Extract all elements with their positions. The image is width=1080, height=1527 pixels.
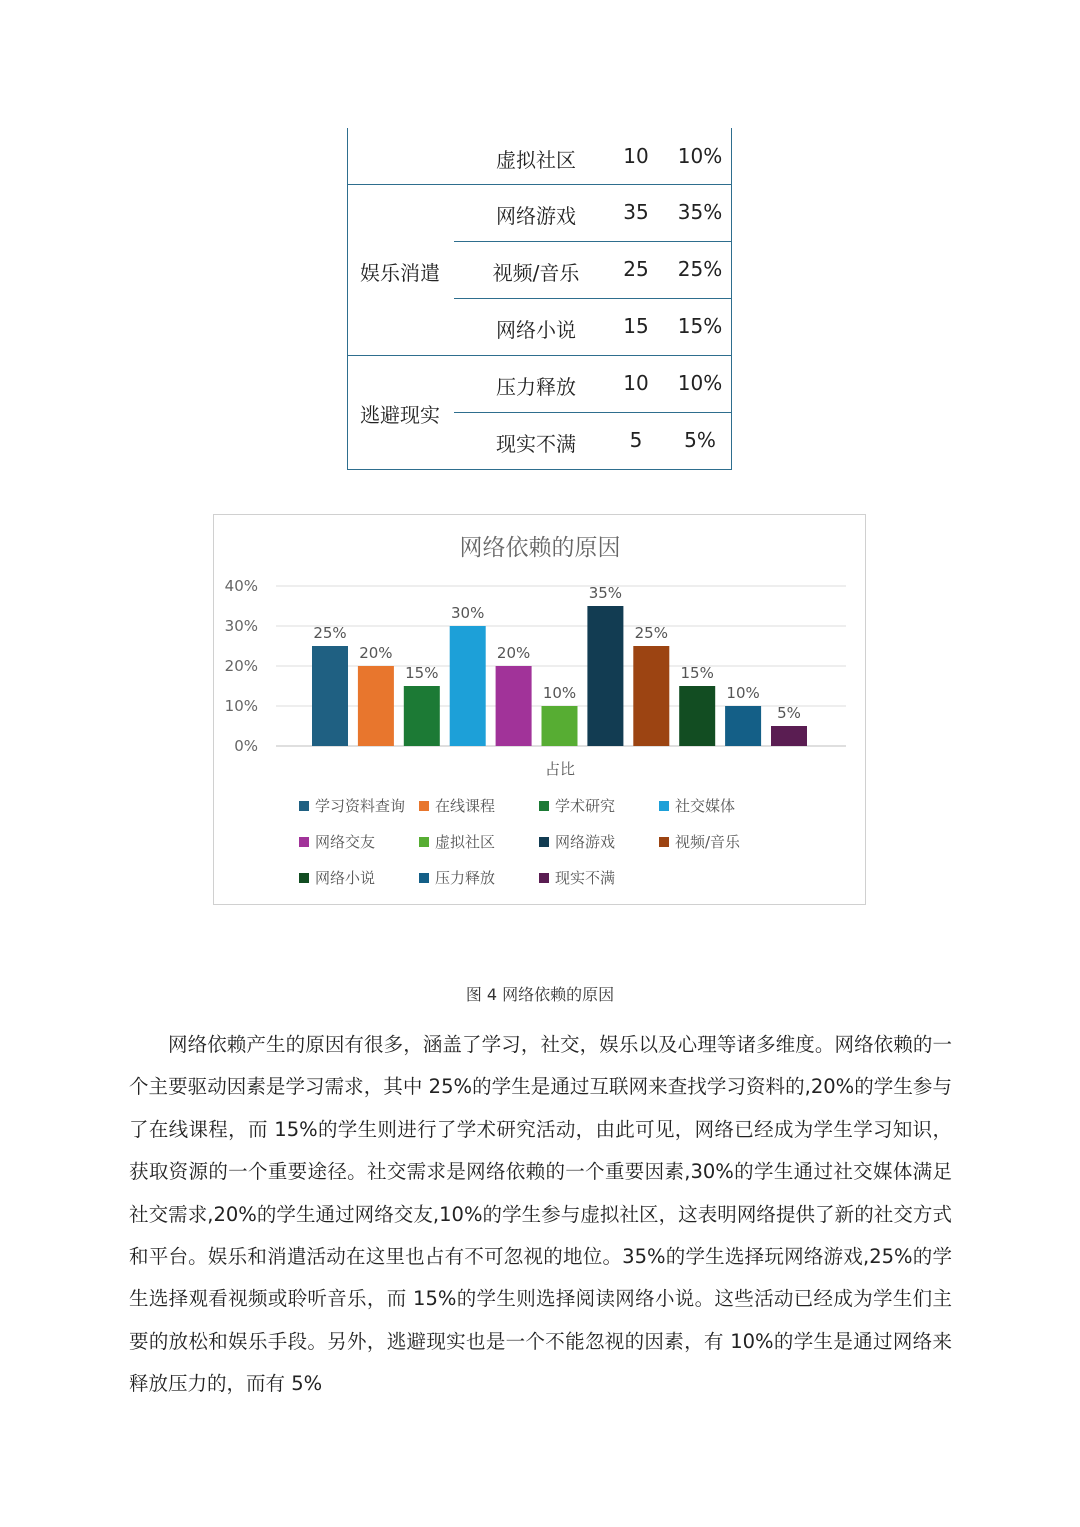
table-cell-percent: 10% [677,371,723,395]
legend-label: 压力释放 [435,869,496,887]
legend-swatch [299,873,309,883]
legend-item [299,867,375,888]
bar [587,606,623,746]
table-divider [347,355,732,356]
legend-label: 网络交友 [315,833,376,851]
data-label: 20% [496,644,531,662]
table-border-bottom [347,469,732,470]
legend-item [299,831,375,852]
y-tick-label: 40% [224,577,258,595]
body-paragraph: 网络依赖产生的原因有很多，涵盖了学习，社交，娱乐以及心理等诸多维度。网络依赖的一个主要驱动因素是学习需求，其中 25%的学生是通过互联网来查找学习资料的,20%的学生参与了在线课程，而 15%的学生则进行了学术研究活动，由此可见，网络已经成为学生学习知识，获取资源的一个重要途径。社交需求是网络依赖的一个重要因素,30%的学生通过社交媒体满足社交需求,20%的学生通过网络交友,10%的学生参与虚拟社区，这表明网络提供了新的社交方式和平台。娱乐和消遣活动在这里也占有不可忽视的地位。35%的学生选择玩网络游戏,25%的学生选择观看视频或聆听音乐，而 15%的学生则选择阅读网络小说。这些活动已经成为学生们主要的放松和娱乐手段。另外，逃避现实也是一个不能忽视的因素，有 10%的学生是通过网络来释放压力的，而有 5% [129,1033,952,1396]
legend-item [419,867,495,888]
table-cell-count: 5 [629,428,643,452]
table-cell-category: 逃避现实 [360,403,440,427]
legend-label: 视频/音乐 [675,833,741,851]
data-label: 10% [542,684,577,702]
table-cell-percent: 25% [677,257,723,281]
legend-swatch [299,801,309,811]
legend-swatch [419,801,429,811]
data-label: 15% [680,664,714,682]
legend-swatch [539,801,549,811]
data-label: 20% [359,644,393,662]
bar [679,686,715,746]
figure-caption: 图 4 网络依赖的原因 [465,985,615,1004]
table-cell-count: 35 [623,200,649,224]
y-tick-label: 20% [224,657,258,675]
table-cell-category: 娱乐消遣 [360,261,440,285]
legend-item [539,795,615,816]
table-divider [454,241,732,242]
legend-swatch [419,837,429,847]
legend-item [539,831,615,852]
legend-item [299,795,405,816]
legend-item [659,831,740,852]
bar [496,666,532,746]
legend-label: 网络游戏 [555,833,616,851]
legend-label: 在线课程 [435,797,496,815]
y-tick-label: 0% [234,737,258,755]
bar [542,706,578,746]
legend-item [539,867,615,888]
bar [450,626,486,746]
legend-label: 学习资料查询 [315,797,406,815]
y-tick-label: 30% [224,617,258,635]
table-cell-percent: 10% [677,144,723,168]
y-tick-label: 10% [224,697,258,715]
bar [404,686,440,746]
data-table [347,128,732,470]
chart-title: 网络依赖的原因 [459,535,621,561]
legend-item [659,795,735,816]
legend-swatch [659,837,669,847]
legend-item [419,831,495,852]
table-cell-count: 10 [623,371,649,395]
table-cell-percent: 5% [684,428,716,452]
data-label: 10% [726,684,760,702]
legend-label: 学术研究 [555,797,616,815]
legend-swatch [539,873,549,883]
data-label: 30% [451,604,485,622]
data-label: 5% [777,704,801,722]
data-label: 35% [588,584,623,602]
table-border-right [731,128,732,470]
legend-label: 网络小说 [315,869,376,887]
legend-label: 社交媒体 [675,797,736,815]
x-axis-label: 占比 [544,760,576,778]
table-divider [347,184,732,185]
legend-swatch [419,873,429,883]
bar [725,706,761,746]
legend-swatch [539,837,549,847]
data-label: 15% [405,664,439,682]
legend-swatch [299,837,309,847]
table-cell-count: 15 [623,314,649,338]
table-cell-item: 虚拟社区 [496,148,576,172]
data-label: 25% [634,624,668,642]
table-cell-item: 现实不满 [496,432,576,456]
legend-item [419,795,495,816]
bar [771,726,807,746]
table-divider [454,412,732,413]
table-cell-item: 网络游戏 [496,204,576,228]
table-cell-percent: 15% [677,314,723,338]
table-cell-percent: 35% [677,200,723,224]
table-divider [454,298,732,299]
bar [312,646,348,746]
legend-swatch [659,801,669,811]
legend-label: 虚拟社区 [435,833,496,851]
data-label: 25% [313,624,347,642]
table-cell-item: 网络小说 [496,318,576,342]
table-cell-count: 25 [623,257,649,281]
bar-chart [213,514,866,905]
table-cell-item: 压力释放 [496,375,576,399]
table-cell-count: 10 [623,144,649,168]
bar [358,666,394,746]
table-cell-item: 视频/音乐 [492,261,580,285]
legend-label: 现实不满 [555,869,616,887]
bar [633,646,669,746]
